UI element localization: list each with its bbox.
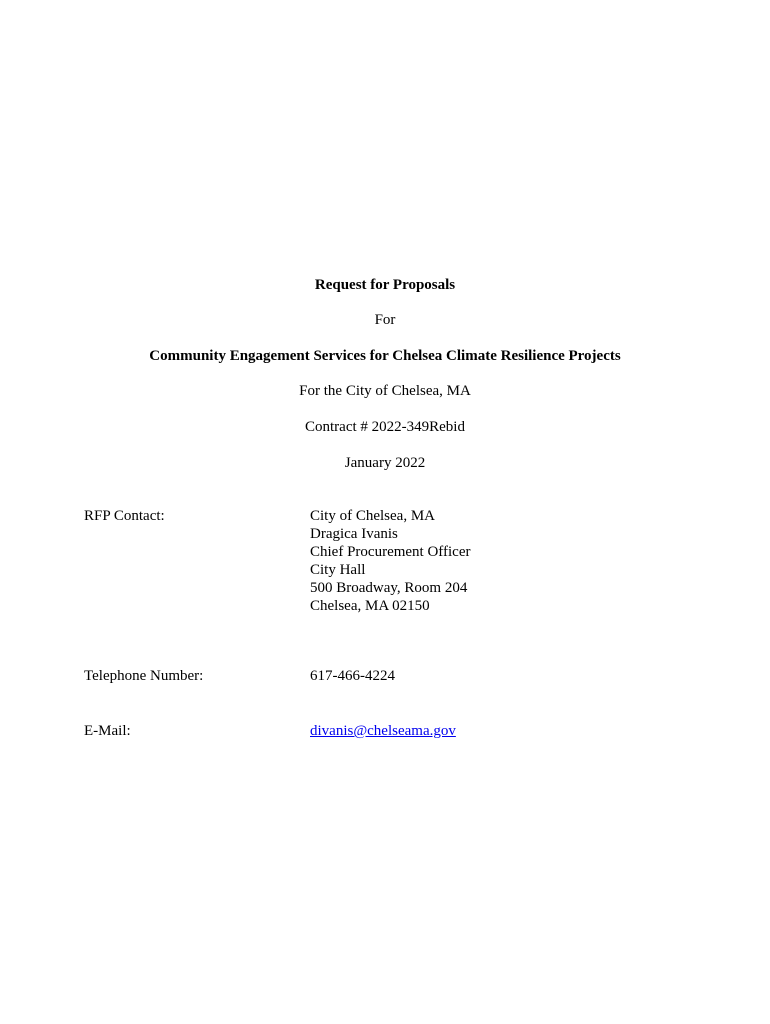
project-title: Community Engagement Services for Chelsea Climate Resilience Projects <box>149 348 621 364</box>
contact-address <box>310 507 471 615</box>
email-link[interactable]: divanis@chelseama.gov <box>310 723 456 739</box>
address-line: City of Chelsea, MA <box>310 508 435 524</box>
email-label: E-Mail: <box>84 723 131 739</box>
address-line: Chelsea, MA 02150 <box>310 598 430 614</box>
address-line: 500 Broadway, Room 204 <box>310 580 468 596</box>
city-line: For the City of Chelsea, MA <box>299 383 471 399</box>
rfp-contact-label: RFP Contact: <box>84 508 165 524</box>
contract-number: Contract # 2022-349Rebid <box>305 419 465 435</box>
address-line: Chief Procurement Officer <box>310 544 471 560</box>
email-value <box>310 722 456 740</box>
telephone-number: 617-466-4224 <box>310 668 395 684</box>
telephone-label: Telephone Number: <box>84 668 204 684</box>
for-text: For <box>374 312 396 328</box>
address-line: Dragica Ivanis <box>310 526 398 542</box>
address-line: City Hall <box>310 562 366 578</box>
document-title: Request for Proposals <box>314 277 456 293</box>
document-date: January 2022 <box>344 455 426 471</box>
